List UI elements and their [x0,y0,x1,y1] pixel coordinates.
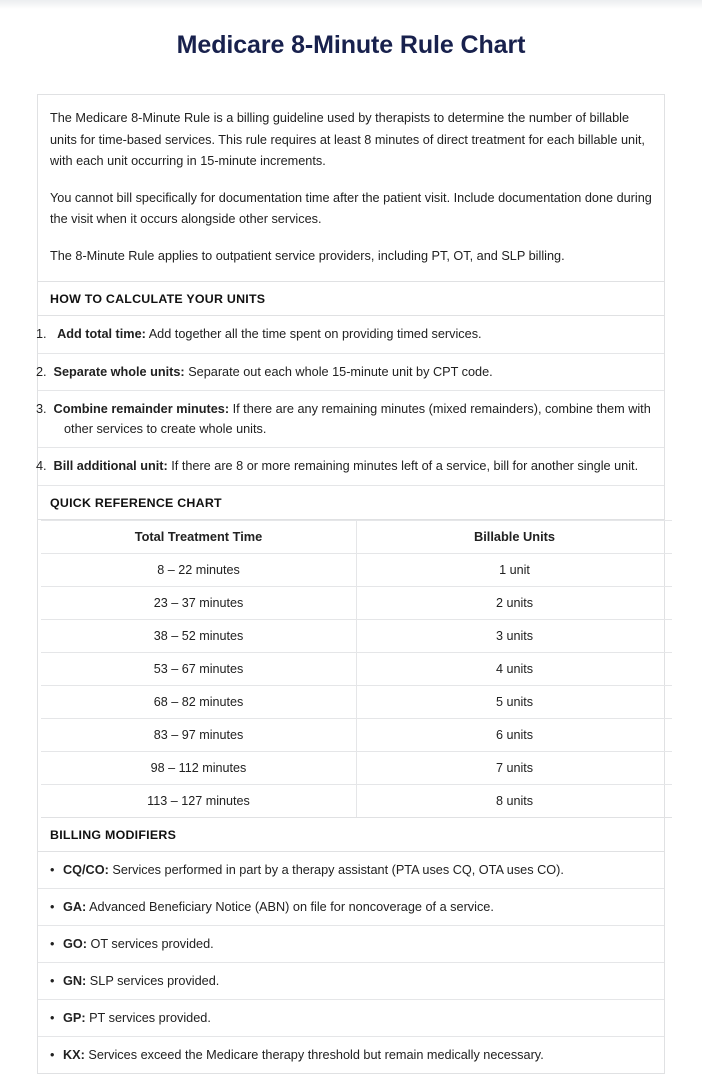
modifier-code: GO: [63,936,87,951]
cell-time-range: 23 – 37 minutes [41,586,357,619]
cell-billable-units: 4 units [357,652,673,685]
modifier-item-gn [38,963,664,1000]
modifier-item-cq-co [38,852,664,889]
intro-paragraph-2: You cannot bill specifically for documentation time after the patient visit. Include documentation done during the visit when it occurs alongside other services. [50,190,652,226]
bullet-icon: • [50,899,55,914]
cell-time-range: 68 – 82 minutes [41,685,357,718]
cell-billable-units: 5 units [357,685,673,718]
table-row [41,784,672,817]
table-row [41,751,672,784]
modifier-item-kx [38,1037,664,1073]
table-row [41,586,672,619]
cell-billable-units: 6 units [357,718,673,751]
modifier-description: SLP services provided. [89,973,220,988]
intro-section [38,95,664,282]
quick-reference-table [41,520,672,818]
modifier-description: Advanced Beneficiary Notice (ABN) on file for noncoverage of a service. [89,899,494,914]
table-header-row [41,520,672,553]
modifier-code: CQ/CO: [63,862,109,877]
cell-billable-units: 8 units [357,784,673,817]
bullet-icon: • [50,1010,55,1025]
quick-reference-heading: QUICK REFERENCE CHART [38,486,664,520]
step-desc-1: Add together all the time spent on providing timed services. [148,327,482,341]
cell-billable-units: 3 units [357,619,673,652]
cell-time-range: 38 – 52 minutes [41,619,357,652]
modifier-item-gp [38,1000,664,1037]
modifier-code: GA: [63,899,87,914]
billing-modifiers-heading: BILLING MODIFIERS [38,818,664,852]
cell-time-range: 8 – 22 minutes [41,553,357,586]
cell-billable-units: 1 unit [357,553,673,586]
bullet-icon: • [50,973,55,988]
bullet-icon: • [50,862,55,877]
column-header-total-treatment-time: Total Treatment Time [41,520,357,553]
modifier-item-go [38,926,664,963]
cell-time-range: 113 – 127 minutes [41,784,357,817]
content-card [37,94,665,1074]
modifier-description: OT services provided. [90,936,214,951]
step-desc-2: Separate out each whole 15-minute unit by CPT code. [188,364,493,379]
cell-billable-units: 2 units [357,586,673,619]
table-row [41,553,672,586]
calculation-step-1: 1. Add total time: Add together all the time spent on providing timed services. [38,316,664,354]
step-desc-4: If there are 8 or more remaining minutes left of a service, bill for another single unit. [171,459,639,473]
step-desc-3: If there are any remaining minutes (mixed remainders), combine them with other services to create whole units. [64,402,651,436]
modifier-description: Services exceed the Medicare therapy threshold but remain medically necessary. [88,1047,544,1062]
cell-time-range: 53 – 67 minutes [41,652,357,685]
how-to-calculate-heading: HOW TO CALCULATE YOUR UNITS [38,282,664,316]
step-term-2: Separate whole units: [53,364,185,379]
modifier-item-ga [38,889,664,926]
intro-paragraph-3: The 8-Minute Rule applies to outpatient service providers, including PT, OT, and SLP billing. [50,248,565,263]
step-term-1: Add total time: [57,327,146,341]
calculation-step-3: 3. Combine remainder minutes: If there are any remaining minutes (mixed remainders), combine them with other services to create whole units. [38,391,664,448]
step-term-4: Bill additional unit: [53,459,168,473]
table-row [41,652,672,685]
calculation-step-2: 2. Separate whole units: Separate out each whole 15-minute unit by CPT code. [38,354,664,392]
table-row [41,718,672,751]
intro-paragraph-1: The Medicare 8-Minute Rule is a billing guideline used by therapists to determine the number of billable units for time-based services. This rule requires at least 8 minutes of direct treatment for each billable unit, with each unit occurring in 15-minute increments. [50,111,645,168]
page-title: Medicare 8-Minute Rule Chart [176,31,526,59]
column-header-billable-units: Billable Units [357,520,673,553]
table-row [41,685,672,718]
modifier-description: PT services provided. [89,1010,211,1025]
bullet-icon: • [50,1047,55,1062]
modifier-code: GN: [63,973,87,988]
bullet-icon: • [50,936,55,951]
table-row [41,619,672,652]
modifier-code: KX: [63,1047,85,1062]
calculation-step-4: 4. Bill additional unit: If there are 8 or more remaining minutes left of a service, bill for another single unit. [38,448,664,486]
cell-time-range: 83 – 97 minutes [41,718,357,751]
modifier-description: Services performed in part by a therapy assistant (PTA uses CQ, OTA uses CO). [112,862,564,877]
cell-billable-units: 7 units [357,751,673,784]
modifier-code: GP: [63,1010,86,1025]
step-term-3: Combine remainder minutes: [53,402,230,416]
cell-time-range: 98 – 112 minutes [41,751,357,784]
